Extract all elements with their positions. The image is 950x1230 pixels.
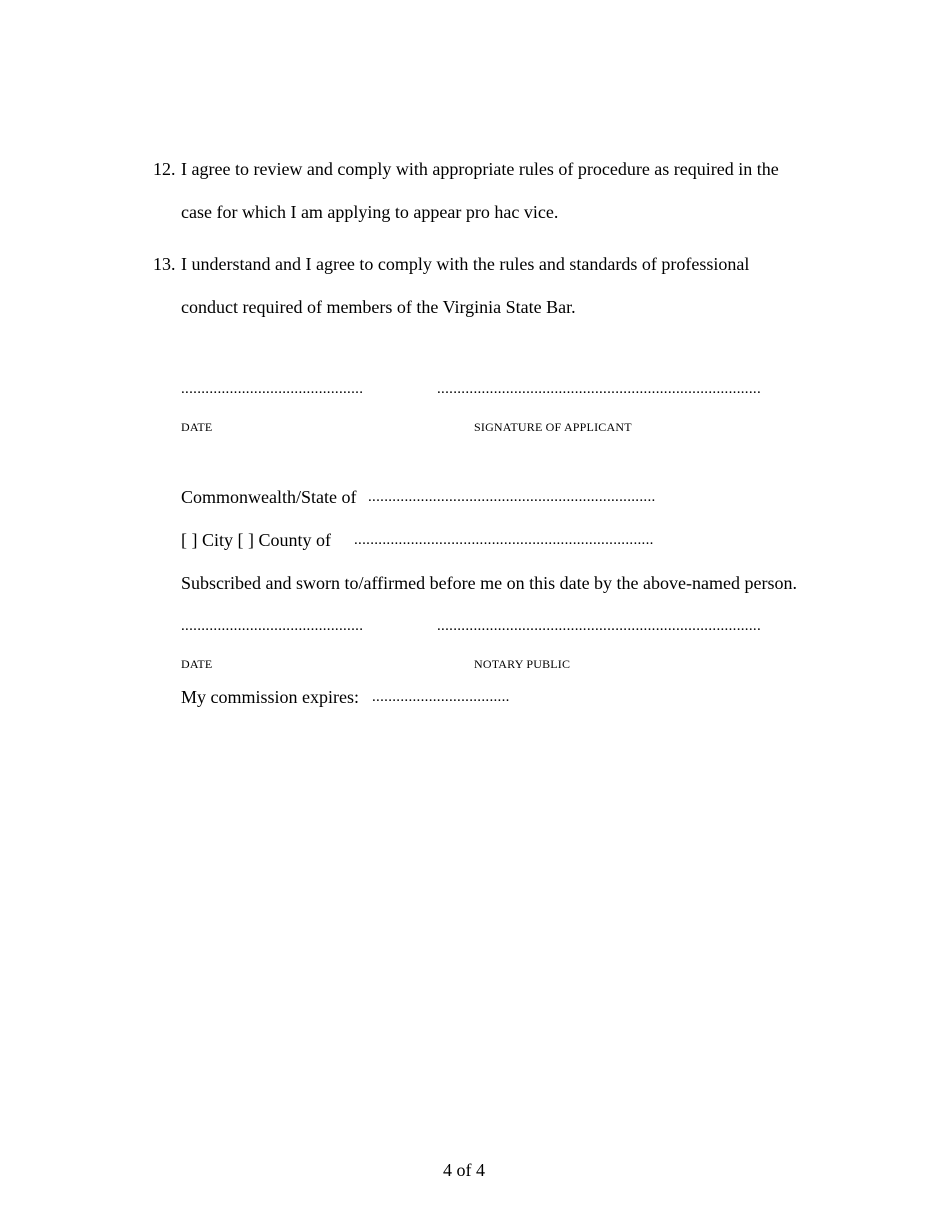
applicant-signature-label: SIGNATURE OF APPLICANT: [474, 420, 632, 434]
item-12-line-1: I agree to review and comply with appropriate rules of procedure as required in the: [181, 159, 779, 179]
notary-signature-line: ................................................................................: [437, 618, 761, 634]
notary-date-line: .............................................: [181, 618, 364, 634]
item-12-number: 12.: [153, 159, 176, 179]
commonwealth-state-label: Commonwealth/State of: [181, 487, 357, 507]
applicant-signature-line: ................................................................................: [437, 381, 761, 397]
commission-expires-line: ..................................: [372, 689, 510, 705]
applicant-date-label: DATE: [181, 420, 213, 434]
city-county-label: [ ] City [ ] County of: [181, 530, 331, 550]
item-12-line-2: case for which I am applying to appear pro hac vice.: [181, 202, 559, 222]
item-13-line-1: I understand and I agree to comply with the rules and standards of professional: [181, 254, 750, 274]
page-number: 4 of 4: [443, 1160, 485, 1180]
commission-expires-label: My commission expires:: [181, 687, 359, 707]
item-13-line-2: conduct required of members of the Virginia State Bar.: [181, 297, 576, 317]
item-13-number: 13.: [153, 254, 176, 274]
commonwealth-state-line: .......................................................................: [368, 489, 656, 505]
sworn-statement: Subscribed and sworn to/affirmed before me on this date by the above-named person.: [181, 573, 797, 593]
notary-public-label: NOTARY PUBLIC: [474, 657, 571, 671]
applicant-date-line: .............................................: [181, 381, 364, 397]
city-county-line: ..........................................................................: [354, 532, 654, 548]
notary-date-label: DATE: [181, 657, 213, 671]
